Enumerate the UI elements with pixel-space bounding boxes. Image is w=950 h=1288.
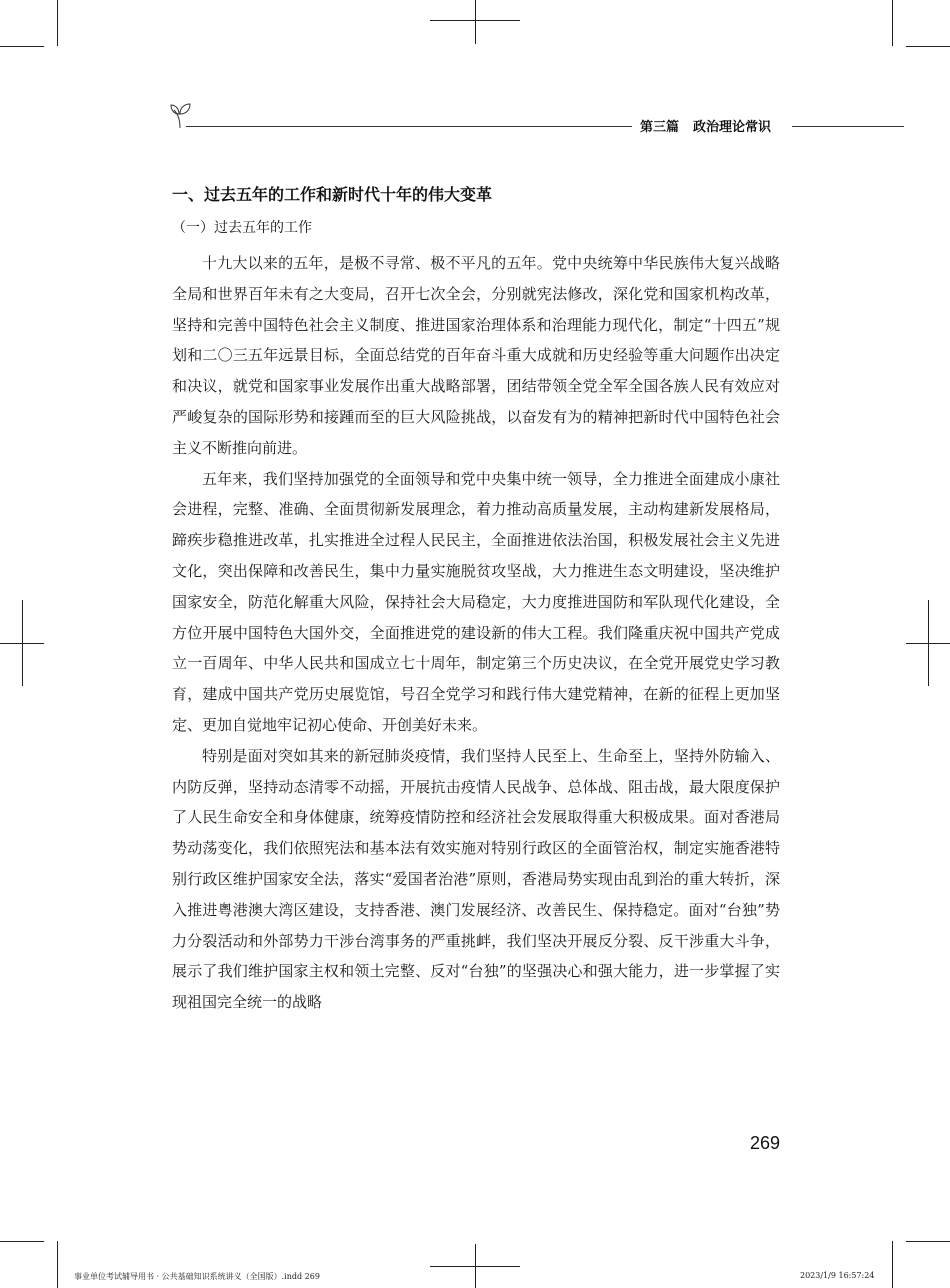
paragraph: 五年来，我们坚持加强党的全面领导和党中央集中统一领导，全力推进全面建成小康社会进程，完整、准确、全面贯彻新发展理念，着力推动高质量发展，主动构建新发展格局，蹄疾步稳推进改革，扎实推进全过程人民民主，全面推进依法治国，积极发展社会主义先进文化，突出保障和改善民生，集中力量实施脱贫攻坚战，大力推进生态文明建设，坚决维护国家安全，防范化解重大风险，保持社会大局稳定，大力度推进国防和军队现代化建设，全方位开展中国特色大国外交，全面推进党的建设新的伟大工程。我们隆重庆祝中国共产党成立一百周年、中华人民共和国成立七十周年，制定第三个历史决议，在全党开展党史学习教育，建成中国共产党历史展览馆，号召全党学习和践行伟大建党精神，在新的征程上更加坚定、更加自觉地牢记初心使命、开创美好未来。 bbox=[172, 469, 780, 734]
crop-mark bbox=[892, 1241, 893, 1288]
header-part-title: 政治理论常识 bbox=[693, 120, 772, 135]
header-title bbox=[640, 116, 771, 135]
paragraph: 特别是面对突如其来的新冠肺炎疫情，我们坚持人民至上、生命至上，坚持外防输入、内防反弹，坚持动态清零不动摇，开展抗击疫情人民战争、总体战、阻击战，最大限度保护了人民生命安全和身体健康，统筹疫情防控和经济社会发展取得重大积极成果。面对香港局势动荡变化，我们依照宪法和基本法有效实施对特别行政区的全面管治权，制定实施香港特别行政区维护国家安全法，落实“爱国者治港”原则，香港局势实现由乱到治的重大转折，深入推进粤港澳大湾区建设，支持香港、澳门发展经济、改善民生、保持稳定。面对“台独”势力分裂活动和外部势力干涉台湾事务的严重挑衅，我们坚决开展反分裂、反干涉重大斗争，展示了我们维护国家主权和领土完整、反对“台独”的坚强决心和强大能力，进一步掌握了实现祖国完全统一的战略 bbox=[172, 746, 780, 1012]
subsection-title: （一）过去五年的工作 bbox=[172, 220, 312, 236]
footer-timestamp: 2023/1/9 16:57:24 bbox=[800, 1271, 875, 1280]
paragraph: 十九大以来的五年，是极不寻常、极不平凡的五年。党中央统筹中华民族伟大复兴战略全局和世界百年未有之大变局，召开七次全会，分别就宪法修改，深化党和国家机构改革，坚持和完善中国特色社会主义制度、推进国家治理体系和治理能力现代化，制定“十四五”规划和二〇三五年远景目标，全面总结党的百年奋斗重大成就和历史经验等重大问题作出决定和决议，就党和国家事业发展作出重大战略部署，团结带领全党全军全国各族人民有效应对严峻复杂的国际形势和接踵而至的巨大风险挑战，以奋发有为的精神把新时代中国特色社会主义不断推向前进。 bbox=[172, 254, 780, 457]
crop-mark bbox=[475, 1244, 476, 1288]
page-number: 269 bbox=[749, 1133, 780, 1153]
crop-mark bbox=[57, 1241, 58, 1288]
crop-mark bbox=[475, 0, 476, 44]
header-rule-right bbox=[792, 126, 904, 127]
crop-mark bbox=[57, 0, 58, 46]
crop-mark bbox=[906, 1241, 950, 1242]
crop-mark bbox=[0, 46, 44, 47]
footer-file-info: 事业单位考试辅导用书 · 公共基础知识系统讲义（全国版）.indd 269 bbox=[74, 1272, 320, 1281]
crop-mark bbox=[928, 600, 929, 686]
crop-mark bbox=[892, 0, 893, 46]
header-part: 第三篇 bbox=[640, 120, 680, 135]
header-rule-left bbox=[186, 126, 632, 127]
section-title: 一、过去五年的工作和新时代十年的伟大变革 bbox=[172, 185, 493, 204]
crop-mark bbox=[0, 1241, 44, 1242]
crop-mark bbox=[22, 600, 23, 686]
crop-mark bbox=[906, 46, 950, 47]
body-text bbox=[172, 248, 780, 1018]
